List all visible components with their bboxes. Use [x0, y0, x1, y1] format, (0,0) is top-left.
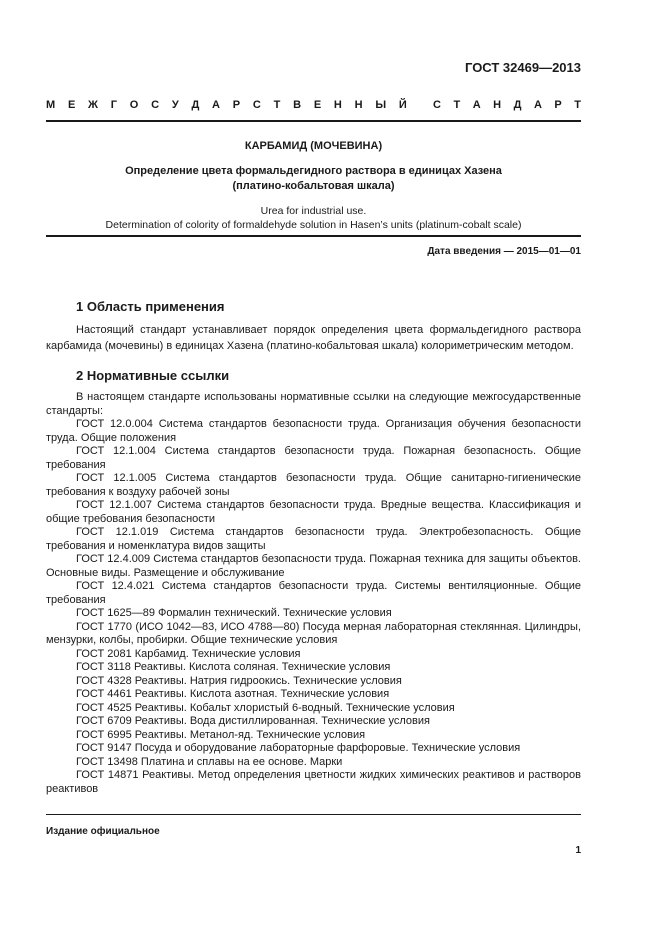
- subtitle-en: [46, 204, 581, 232]
- intro-date: Дата введения — 2015—01—01: [427, 246, 581, 257]
- banner-letter: Р: [232, 99, 241, 111]
- reference-item: ГОСТ 14871 Реактивы. Метод определения цветности жидких химических реактивов и растворов реактивов: [46, 769, 581, 795]
- banner-letter: М: [46, 99, 56, 111]
- banner-letter: Д: [191, 99, 200, 111]
- subtitle-ru-line2: (платино-кобальтовая шкала): [232, 180, 395, 192]
- doc-code: ГОСТ 32469—2013: [465, 60, 581, 75]
- banner-letter: Е: [313, 99, 322, 111]
- references-intro: В настоящем стандарте использованы нормативные ссылки на следующие межгосударственные стандарты:: [46, 391, 581, 417]
- banner-letter: С: [151, 99, 160, 111]
- reference-item: ГОСТ 3118 Реактивы. Кислота соляная. Технические условия: [76, 661, 391, 673]
- section-1-text: Настоящий стандарт устанавливает порядок определения цвета формальдегидного раствора карбамида (мочевины) в единицах Хазена (платино-кобальтовая шкала) колориметрическим методом.: [46, 324, 581, 352]
- standard-banner: [46, 99, 581, 111]
- reference-item: ГОСТ 12.1.004 Система стандартов безопасности труда. Пожарная безопасность. Общие требования: [46, 445, 581, 471]
- banner-letter: О: [129, 99, 139, 111]
- middle-rule: [46, 235, 581, 237]
- top-rule: [46, 120, 581, 122]
- banner-letter: Н: [354, 99, 363, 111]
- banner-right: [433, 99, 581, 111]
- banner-letter: С: [252, 99, 261, 111]
- banner-letter: Ы: [375, 99, 387, 111]
- subtitle-en-line1: Urea for industrial use.: [260, 205, 367, 217]
- reference-item: ГОСТ 1625—89 Формалин технический. Технические условия: [76, 607, 392, 619]
- reference-item: ГОСТ 1770 (ИСО 1042—83, ИСО 4788—80) Посуда мерная лабораторная стеклянная. Цилиндры, мензурки, колбы, пробирки. Общие технические условия: [46, 620, 581, 646]
- banner-letter: Т: [574, 99, 581, 111]
- subtitle-en-line2: Determination of colority of formaldehyde solution in Hasen’s units (platinum-cobalt scale): [105, 219, 522, 231]
- banner-letter: А: [472, 99, 481, 111]
- banner-letter: Т: [273, 99, 281, 111]
- reference-item: ГОСТ 6709 Реактивы. Вода дистиллированная. Технические условия: [76, 715, 430, 727]
- banner-letter: Д: [513, 99, 522, 111]
- reference-item: ГОСТ 4525 Реактивы. Кобальт хлористый 6-водный. Технические условия: [76, 701, 455, 714]
- reference-item: ГОСТ 9147 Посуда и оборудование лабораторные фарфоровые. Технические условия: [76, 742, 521, 754]
- banner-left: [46, 99, 407, 111]
- banner-letter: Е: [67, 99, 76, 111]
- banner-letter: С: [433, 99, 441, 111]
- doc-title: КАРБАМИД (МОЧЕВИНА): [244, 140, 383, 152]
- reference-item: ГОСТ 12.1.007 Система стандартов безопасности труда. Вредные вещества. Классификация и общие требования безопасности: [46, 499, 581, 525]
- reference-item: ГОСТ 12.1.005 Система стандартов безопасности труда. Общие санитарно-гигиенические требования к воздуху рабочей зоны: [46, 472, 581, 498]
- banner-letter: Й: [398, 99, 407, 111]
- reference-item: ГОСТ 12.1.019 Система стандартов безопасности труда. Электробезопасность. Общие требования и номенклатура видов защиты: [46, 526, 581, 552]
- reference-item: ГОСТ 12.0.004 Система стандартов безопасности труда. Организация обучения безопасности труда. Общие положения: [46, 418, 581, 444]
- reference-item: ГОСТ 12.4.021 Система стандартов безопасности труда. Системы вентиляционные. Общие требования: [46, 580, 581, 606]
- banner-letter: Н: [493, 99, 502, 111]
- page-number: 1: [575, 845, 581, 856]
- subtitle-ru-line1: Определение цвета формальдегидного раствора в единицах Хазена: [125, 165, 502, 177]
- section-1-heading: 1 Область применения: [76, 299, 225, 314]
- banner-letter: Р: [554, 99, 562, 111]
- banner-letter: Г: [110, 99, 118, 111]
- bottom-rule: [46, 814, 581, 815]
- reference-item: ГОСТ 6995 Реактивы. Метанол-яд. Технические условия: [76, 728, 366, 741]
- edition-note: Издание официальное: [46, 826, 160, 837]
- banner-letter: А: [212, 99, 220, 111]
- reference-item: ГОСТ 13498 Платина и сплавы на ее основе. Марки: [76, 755, 343, 768]
- reference-item: ГОСТ 4328 Реактивы. Натрия гидроокись. Технические условия: [76, 674, 402, 687]
- banner-letter: В: [293, 99, 302, 111]
- banner-letter: У: [171, 99, 179, 111]
- section-2-heading: 2 Нормативные ссылки: [76, 368, 230, 383]
- subtitle-ru: [46, 164, 581, 194]
- reference-item: ГОСТ 2081 Карбамид. Технические условия: [76, 647, 301, 660]
- banner-letter: Ж: [88, 99, 98, 111]
- reference-item: ГОСТ 4461 Реактивы. Кислота азотная. Технические условия: [76, 688, 390, 700]
- reference-item: ГОСТ 12.4.009 Система стандартов безопасности труда. Пожарная техника для защиты объектов. Основные виды. Размещение и обслуживание: [46, 553, 581, 579]
- banner-letter: Т: [453, 99, 461, 111]
- banner-letter: Н: [333, 99, 342, 111]
- banner-letter: А: [533, 99, 542, 111]
- normative-references-list: [46, 391, 581, 796]
